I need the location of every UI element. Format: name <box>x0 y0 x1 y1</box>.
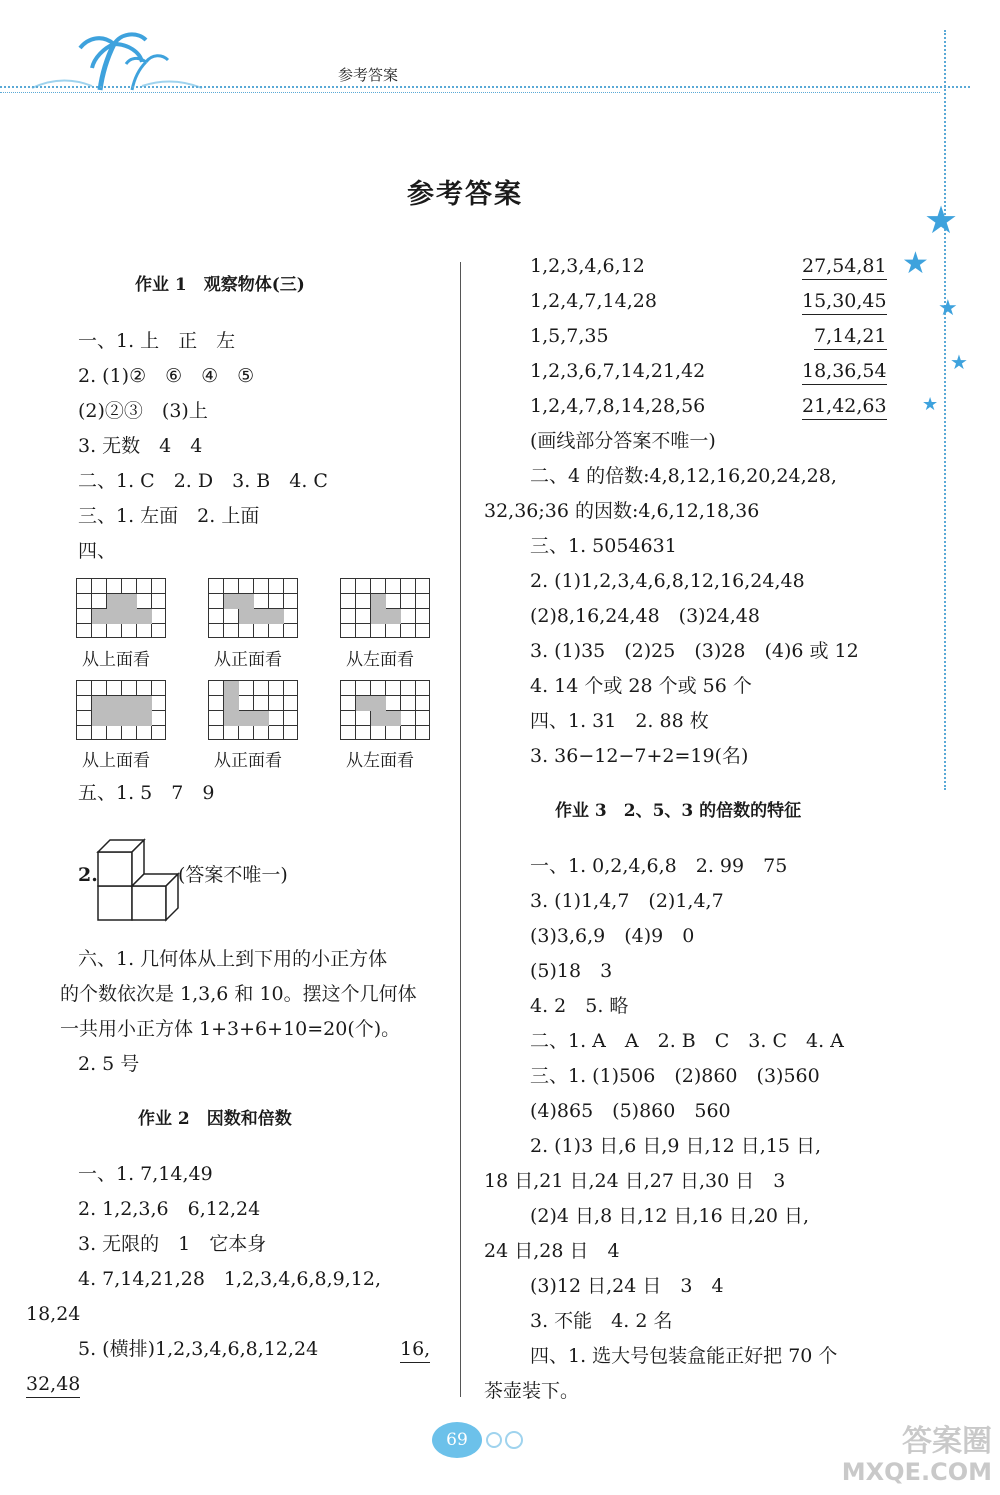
view-grid <box>340 578 430 638</box>
answer-line: 的个数依次是 1,3,6 和 10。摆这个几何体 <box>60 983 417 1005</box>
answer-line: 二、1. C 2. D 3. B 4. C <box>78 470 328 492</box>
underlined-answer: 18,36,54 <box>802 358 887 385</box>
answer-line: 3. (1)1,4,7 (2)1,4,7 <box>530 890 724 912</box>
header-rule-2 <box>0 92 940 93</box>
grid-caption: 从正面看 <box>214 650 282 670</box>
answer-line: 18 日,21 日,24 日,27 日,30 日 3 <box>484 1170 786 1192</box>
answer-line: 一、1. 上 正 左 <box>78 330 236 352</box>
answer-line: 三、1. 左面 2. 上面 <box>78 505 260 527</box>
answer-line: 三、1. (1)506 (2)860 (3)560 <box>530 1065 820 1087</box>
answer-line: 五、1. 5 7 9 <box>78 782 215 804</box>
page-title: 参考答案 <box>407 179 523 210</box>
bubble-decoration <box>484 1428 544 1452</box>
grid-caption: 从左面看 <box>346 650 414 670</box>
view-grid <box>340 680 430 740</box>
answer-line: (2)4 日,8 日,12 日,16 日,20 日, <box>530 1205 810 1227</box>
factor-list: 1,2,4,7,8,14,28,56 <box>530 395 706 417</box>
grid-caption: 从正面看 <box>214 751 282 771</box>
factor-list: 1,2,4,7,14,28 <box>530 290 657 312</box>
answer-line: 2. 1,2,3,6 6,12,24 <box>78 1198 261 1220</box>
answer-line: 4. 7,14,21,28 1,2,3,4,6,8,9,12, <box>78 1268 382 1290</box>
answer-line: 2. <box>78 864 98 886</box>
answer-note: (答案不唯一) <box>178 864 288 886</box>
answer-line: (2)8,16,24,48 (3)24,48 <box>530 605 760 627</box>
factor-list: 1,2,3,6,7,14,21,42 <box>530 360 706 382</box>
header-title: 参考答案 <box>338 66 399 84</box>
cube-stack-figure <box>94 826 184 926</box>
answer-line: 四、1. 31 2. 88 枚 <box>530 710 709 732</box>
answer-line: 六、1. 几何体从上到下用的小正方体 <box>78 948 388 970</box>
watermark-site-text: MXQE.COM <box>841 1458 992 1486</box>
answer-line: (3)3,6,9 (4)9 0 <box>530 925 695 947</box>
star-icon: ★ <box>924 198 959 242</box>
answer-line: 一、1. 0,2,4,6,8 2. 99 75 <box>530 855 788 877</box>
palm-tree-logo <box>22 30 222 92</box>
underlined-answer: 32,48 <box>26 1371 80 1398</box>
page-number: 69 <box>432 1422 482 1458</box>
view-grid <box>76 680 166 740</box>
answer-line: (5)18 3 <box>530 960 613 982</box>
margin-rule <box>944 30 946 790</box>
answer-line: 5. (横排)1,2,3,4,6,8,12,24 <box>78 1338 319 1360</box>
view-grid <box>76 578 166 638</box>
factor-list: 1,5,7,35 <box>530 325 609 347</box>
answer-line: 32,36;36 的因数:4,6,12,18,36 <box>484 500 760 522</box>
answer-line: 18,24 <box>26 1303 81 1325</box>
factor-list: 1,2,3,4,6,12 <box>530 255 645 277</box>
answer-line: 3. 不能 4. 2 名 <box>530 1310 673 1332</box>
answer-line: 二、1. A A 2. B C 3. C 4. A <box>530 1030 844 1052</box>
star-icon: ★ <box>902 246 929 281</box>
answer-line: 一、1. 7,14,49 <box>78 1163 213 1185</box>
answer-line: 3. 无数 4 4 <box>78 435 203 457</box>
answer-line: 茶壶装下。 <box>484 1380 580 1402</box>
view-grid <box>208 578 298 638</box>
answer-line: 2. 5 号 <box>78 1053 140 1075</box>
answer-line: 2. (1)② ⑥ ④ ⑤ <box>78 365 255 387</box>
underlined-answer: 15,30,45 <box>802 288 887 315</box>
answer-line: 4. 14 个或 28 个或 56 个 <box>530 675 752 697</box>
watermark <box>841 1424 992 1487</box>
answer-line: 3. 36−12−7+2=19(名) <box>530 745 749 767</box>
answer-line: 三、1. 5054631 <box>530 535 677 557</box>
underlined-answer: 21,42,63 <box>802 393 887 420</box>
answer-line: 四、1. 选大号包装盒能正好把 70 个 <box>530 1345 838 1367</box>
answer-line: (画线部分答案不唯一) <box>530 430 716 452</box>
underlined-answer: 7,14,21 <box>814 323 887 350</box>
grid-caption: 从上面看 <box>82 751 150 771</box>
answer-line: 四、 <box>78 540 117 562</box>
grid-caption: 从上面看 <box>82 650 150 670</box>
star-icon: ★ <box>938 296 958 321</box>
column-divider <box>460 262 461 1397</box>
answer-line: 3. 无限的 1 它本身 <box>78 1233 267 1255</box>
section-title: 作业 1 观察物体(三) <box>135 275 305 295</box>
star-icon: ★ <box>950 350 968 374</box>
answer-line: 3. (1)35 (2)25 (3)28 (4)6 或 12 <box>530 640 859 662</box>
answer-line: 4. 2 5. 略 <box>530 995 629 1017</box>
grid-caption: 从左面看 <box>346 751 414 771</box>
answer-line: (4)865 (5)860 560 <box>530 1100 731 1122</box>
answer-line: 二、4 的倍数:4,8,12,16,20,24,28, <box>530 465 837 487</box>
underlined-answer: 16, <box>400 1336 430 1363</box>
answer-line: 24 日,28 日 4 <box>484 1240 620 1262</box>
answer-line: (3)12 日,24 日 3 4 <box>530 1275 724 1297</box>
star-icon: ★ <box>922 394 939 415</box>
watermark-logo-text: 答案圈 <box>902 1424 992 1459</box>
answer-line: (2)②③ (3)上 <box>78 400 208 422</box>
answer-line: 2. (1)3 日,6 日,9 日,12 日,15 日, <box>530 1135 822 1157</box>
underlined-answer: 27,54,81 <box>802 253 887 280</box>
answer-line: 2. (1)1,2,3,4,6,8,12,16,24,48 <box>530 570 805 592</box>
section-title: 作业 3 2、5、3 的倍数的特征 <box>555 801 802 821</box>
header-rule <box>0 86 970 88</box>
section-title: 作业 2 因数和倍数 <box>138 1109 292 1129</box>
answer-line: 一共用小正方体 1+3+6+10=20(个)。 <box>60 1018 401 1040</box>
view-grid <box>208 680 298 740</box>
